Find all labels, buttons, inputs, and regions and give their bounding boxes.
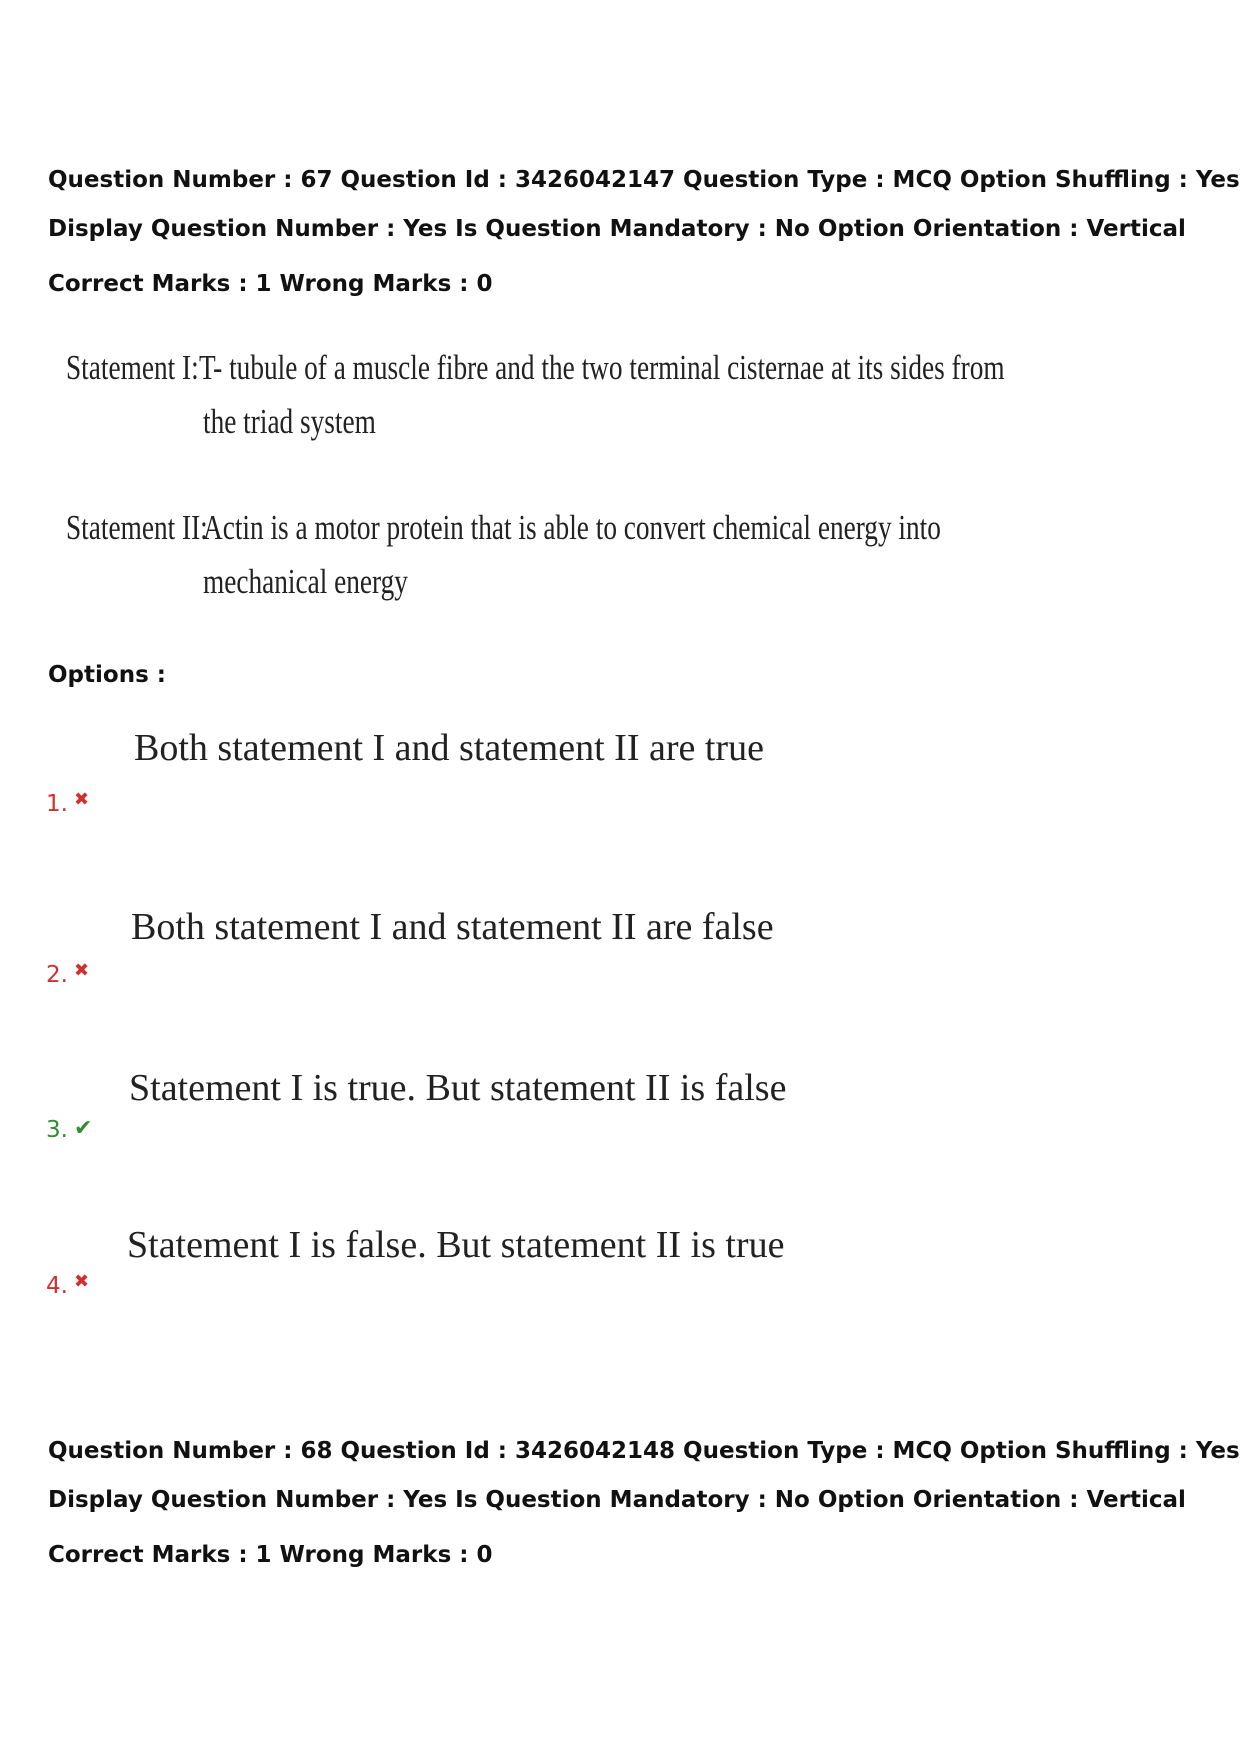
option-1-number-label: 1.	[46, 791, 68, 817]
options-label: Options :	[48, 662, 166, 688]
option-2-number-label: 2.	[46, 962, 68, 988]
check-icon: ✔	[73, 1116, 93, 1141]
option-4-number-label: 4.	[46, 1273, 68, 1299]
option-2-number	[46, 957, 89, 989]
cross-icon: ✖	[73, 1271, 90, 1292]
statement-1-line-2: the triad system	[203, 402, 376, 441]
q67-meta-line-2: Display Question Number : Yes Is Question Mandatory : No Option Orientation : Vertical	[48, 216, 1186, 242]
q67-meta-line-3: Correct Marks : 1 Wrong Marks : 0	[48, 271, 493, 297]
cross-icon: ✖	[73, 789, 90, 810]
statement-2-line-1: Actin is a motor protein that is able to convert chemical energy into	[203, 508, 941, 547]
option-3-text: Statement I is true. But statement II is false	[129, 1067, 787, 1109]
cross-icon: ✖	[73, 960, 90, 981]
option-4-number	[46, 1268, 89, 1300]
statement-2-line-2: mechanical energy	[203, 562, 408, 601]
q68-meta-line-3: Correct Marks : 1 Wrong Marks : 0	[48, 1542, 493, 1568]
statement-1-line-1: T- tubule of a muscle fibre and the two terminal cisternae at its sides from	[199, 348, 1005, 387]
option-4-text: Statement I is false. But statement II is true	[127, 1224, 785, 1266]
option-1-number	[46, 786, 89, 818]
statement-2-label: Statement II:	[66, 508, 208, 547]
q68-meta-line-2: Display Question Number : Yes Is Question Mandatory : No Option Orientation : Vertical	[48, 1487, 1186, 1513]
option-2-text: Both statement I and statement II are false	[131, 906, 774, 948]
option-3-number-label: 3.	[46, 1117, 68, 1143]
q67-meta-line-1: Question Number : 67 Question Id : 3426042147 Question Type : MCQ Option Shuffling : Yes	[48, 167, 1240, 193]
q68-meta-line-1: Question Number : 68 Question Id : 3426042148 Question Type : MCQ Option Shuffling : Yes	[48, 1438, 1240, 1464]
option-3-number	[46, 1115, 92, 1144]
option-1-text: Both statement I and statement II are true	[134, 727, 764, 769]
statement-1-label: Statement I:	[66, 348, 199, 387]
